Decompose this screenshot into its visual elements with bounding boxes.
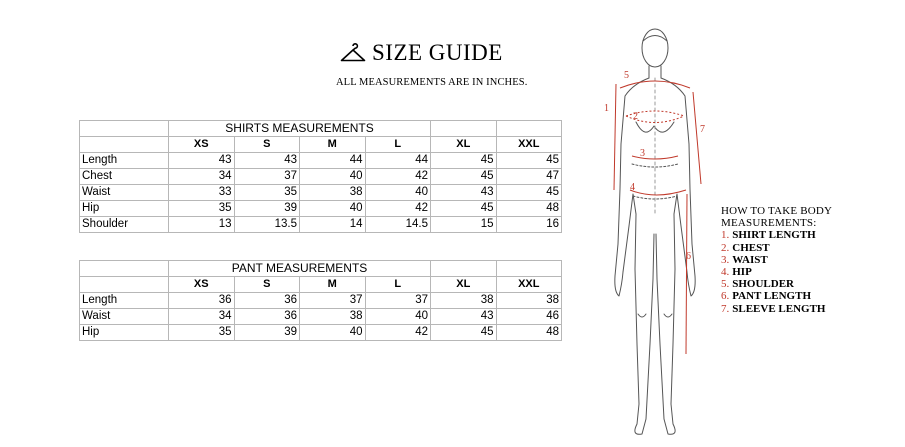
table-cell: 40 bbox=[365, 185, 431, 201]
list-item: 2. CHEST bbox=[721, 241, 770, 254]
shirts-measurements-table bbox=[79, 120, 562, 233]
table-cell: 36 bbox=[234, 293, 300, 309]
table-cell: 34 bbox=[169, 309, 235, 325]
table-cell: 37 bbox=[234, 169, 300, 185]
table-cell: 46 bbox=[496, 309, 562, 325]
table-row bbox=[80, 217, 562, 233]
table-row bbox=[80, 153, 562, 169]
row-label: Length bbox=[80, 293, 169, 309]
size-guide-title bbox=[340, 40, 503, 66]
size-header: L bbox=[365, 277, 431, 293]
table-cell: 43 bbox=[234, 153, 300, 169]
list-item: 1. SHIRT LENGTH bbox=[721, 229, 816, 242]
marker-4: 4 bbox=[630, 182, 635, 193]
table-cell: 36 bbox=[234, 309, 300, 325]
row-label: Shoulder bbox=[80, 217, 169, 233]
table-cell: 14 bbox=[300, 217, 366, 233]
row-label: Hip bbox=[80, 325, 169, 341]
table-cell: 38 bbox=[300, 309, 366, 325]
table-cell: 45 bbox=[431, 201, 497, 217]
table-cell: 44 bbox=[300, 153, 366, 169]
table-cell: 37 bbox=[365, 293, 431, 309]
table-cell: 38 bbox=[300, 185, 366, 201]
marker-7: 7 bbox=[700, 124, 705, 135]
table-cell: 44 bbox=[365, 153, 431, 169]
size-header: M bbox=[300, 277, 366, 293]
how-to-measure-list bbox=[721, 205, 901, 315]
table-cell: 43 bbox=[431, 309, 497, 325]
table-cell: 47 bbox=[496, 169, 562, 185]
page-title: SIZE GUIDE bbox=[372, 40, 503, 65]
table-cell: 35 bbox=[169, 325, 235, 341]
marker-1: 1 bbox=[604, 103, 609, 114]
table-row bbox=[80, 185, 562, 201]
list-item: 4. HIP bbox=[721, 266, 752, 279]
table-cell: 45 bbox=[431, 169, 497, 185]
table-row bbox=[80, 169, 562, 185]
table-cell: 39 bbox=[234, 201, 300, 217]
table-cell: 42 bbox=[365, 325, 431, 341]
table-row bbox=[80, 201, 562, 217]
hanger-icon bbox=[340, 43, 366, 63]
size-header: S bbox=[234, 277, 300, 293]
size-header: S bbox=[234, 137, 300, 153]
list-item: 6. PANT LENGTH bbox=[721, 290, 811, 303]
size-header: M bbox=[300, 137, 366, 153]
row-label: Waist bbox=[80, 309, 169, 325]
table-cell: 36 bbox=[169, 293, 235, 309]
size-header: XL bbox=[431, 137, 497, 153]
table-cell: 43 bbox=[169, 153, 235, 169]
table-cell: 48 bbox=[496, 201, 562, 217]
row-label: Hip bbox=[80, 201, 169, 217]
size-header-row bbox=[80, 277, 562, 293]
table-cell: 13.5 bbox=[234, 217, 300, 233]
pant-measurements-table bbox=[79, 260, 562, 341]
shirts-caption: SHIRTS MEASUREMENTS bbox=[169, 121, 431, 137]
table-cell: 48 bbox=[496, 325, 562, 341]
list-item: 5. SHOULDER bbox=[721, 278, 794, 291]
list-item: 7. SLEEVE LENGTH bbox=[721, 302, 826, 315]
how-to-heading: HOW TO TAKE BODY MEASUREMENTS: bbox=[721, 205, 832, 230]
size-header: XL bbox=[431, 277, 497, 293]
table-cell: 34 bbox=[169, 169, 235, 185]
marker-5: 5 bbox=[624, 70, 629, 81]
table-row bbox=[80, 293, 562, 309]
table-cell: 14.5 bbox=[365, 217, 431, 233]
table-cell: 45 bbox=[431, 325, 497, 341]
size-header: XXL bbox=[496, 137, 562, 153]
table-cell: 40 bbox=[365, 309, 431, 325]
table-cell: 13 bbox=[169, 217, 235, 233]
units-note: ALL MEASUREMENTS ARE IN INCHES. bbox=[336, 77, 528, 88]
row-label: Length bbox=[80, 153, 169, 169]
table-cell: 45 bbox=[496, 153, 562, 169]
size-header: L bbox=[365, 137, 431, 153]
body-measurement-figure bbox=[598, 14, 718, 442]
marker-2: 2 bbox=[633, 111, 638, 122]
body-outline bbox=[615, 29, 695, 434]
table-cell: 43 bbox=[431, 185, 497, 201]
table-cell: 38 bbox=[431, 293, 497, 309]
table-cell: 15 bbox=[431, 217, 497, 233]
pants-caption: PANT MEASUREMENTS bbox=[169, 261, 431, 277]
marker-3: 3 bbox=[640, 148, 645, 159]
table-cell: 35 bbox=[169, 201, 235, 217]
table-cell: 33 bbox=[169, 185, 235, 201]
table-cell: 45 bbox=[431, 153, 497, 169]
table-cell: 42 bbox=[365, 201, 431, 217]
size-header: XS bbox=[169, 137, 235, 153]
table-cell: 45 bbox=[496, 185, 562, 201]
table-cell: 38 bbox=[496, 293, 562, 309]
table-cell: 39 bbox=[234, 325, 300, 341]
table-cell: 40 bbox=[300, 169, 366, 185]
size-header: XXL bbox=[496, 277, 562, 293]
table-cell: 40 bbox=[300, 201, 366, 217]
marker-6: 6 bbox=[686, 251, 691, 262]
table-cell: 37 bbox=[300, 293, 366, 309]
size-header: XS bbox=[169, 277, 235, 293]
table-cell: 16 bbox=[496, 217, 562, 233]
table-row bbox=[80, 309, 562, 325]
table-cell: 40 bbox=[300, 325, 366, 341]
row-label: Chest bbox=[80, 169, 169, 185]
row-label: Waist bbox=[80, 185, 169, 201]
table-row bbox=[80, 325, 562, 341]
list-item: 3. WAIST bbox=[721, 253, 768, 266]
table-cell: 35 bbox=[234, 185, 300, 201]
measurement-lines bbox=[614, 81, 701, 354]
table-cell: 42 bbox=[365, 169, 431, 185]
size-header-row bbox=[80, 137, 562, 153]
